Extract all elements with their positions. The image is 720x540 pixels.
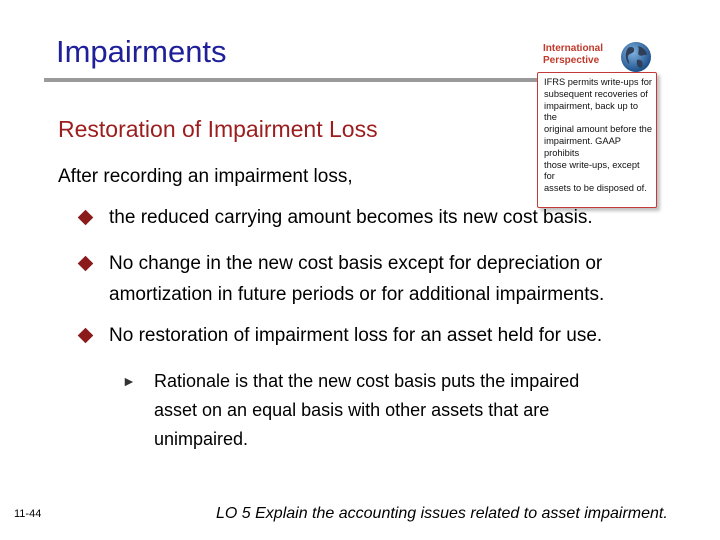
sub-bullet-text bbox=[154, 367, 614, 454]
slide-subtitle: Restoration of Impairment Loss bbox=[58, 116, 378, 142]
perspective-line: assets to be disposed of. bbox=[544, 183, 647, 194]
diamond-bullet-icon bbox=[78, 256, 94, 272]
perspective-title bbox=[543, 43, 603, 67]
perspective-line: original amount before the bbox=[544, 124, 653, 135]
sub-bullet-line: Rationale is that the new cost basis puts the impaired bbox=[154, 371, 580, 391]
bullet-text: No change in the new cost basis except for depreciation or bbox=[109, 253, 603, 274]
slide-title: Impairments bbox=[56, 34, 227, 69]
perspective-line: impairment. GAAP prohibits bbox=[544, 135, 621, 158]
perspective-body bbox=[537, 72, 657, 208]
page-number: 11-44 bbox=[14, 508, 42, 520]
perspective-line: IFRS permits write-ups for bbox=[544, 77, 652, 87]
globe-icon bbox=[619, 40, 653, 74]
intro-text: After recording an impairment loss, bbox=[58, 166, 353, 187]
diamond-bullet-icon bbox=[78, 328, 94, 344]
international-perspective-box bbox=[537, 40, 657, 194]
perspective-line: those write-ups, except for bbox=[544, 159, 640, 182]
diamond-bullet-icon bbox=[78, 210, 94, 226]
sub-bullet-line: asset on an equal basis with other assets that are bbox=[154, 400, 550, 420]
bullet-text: No restoration of impairment loss for an asset held for use. bbox=[109, 325, 603, 346]
learning-objective: LO 5 Explain the accounting issues related to asset impairment. bbox=[216, 505, 668, 522]
sub-bullet-line: unimpaired. bbox=[154, 429, 249, 449]
bullet-text: the reduced carrying amount becomes its new cost basis. bbox=[109, 207, 593, 228]
arrow-bullet-icon: ► bbox=[122, 373, 136, 389]
perspective-line: subsequent recoveries of bbox=[544, 88, 648, 99]
perspective-line: impairment, back up to the bbox=[544, 100, 639, 123]
perspective-title-line1: International bbox=[543, 43, 604, 54]
bullet-text-continued: amortization in future periods or for additional impairments. bbox=[109, 284, 605, 305]
perspective-title-line2: Perspective bbox=[543, 55, 600, 66]
